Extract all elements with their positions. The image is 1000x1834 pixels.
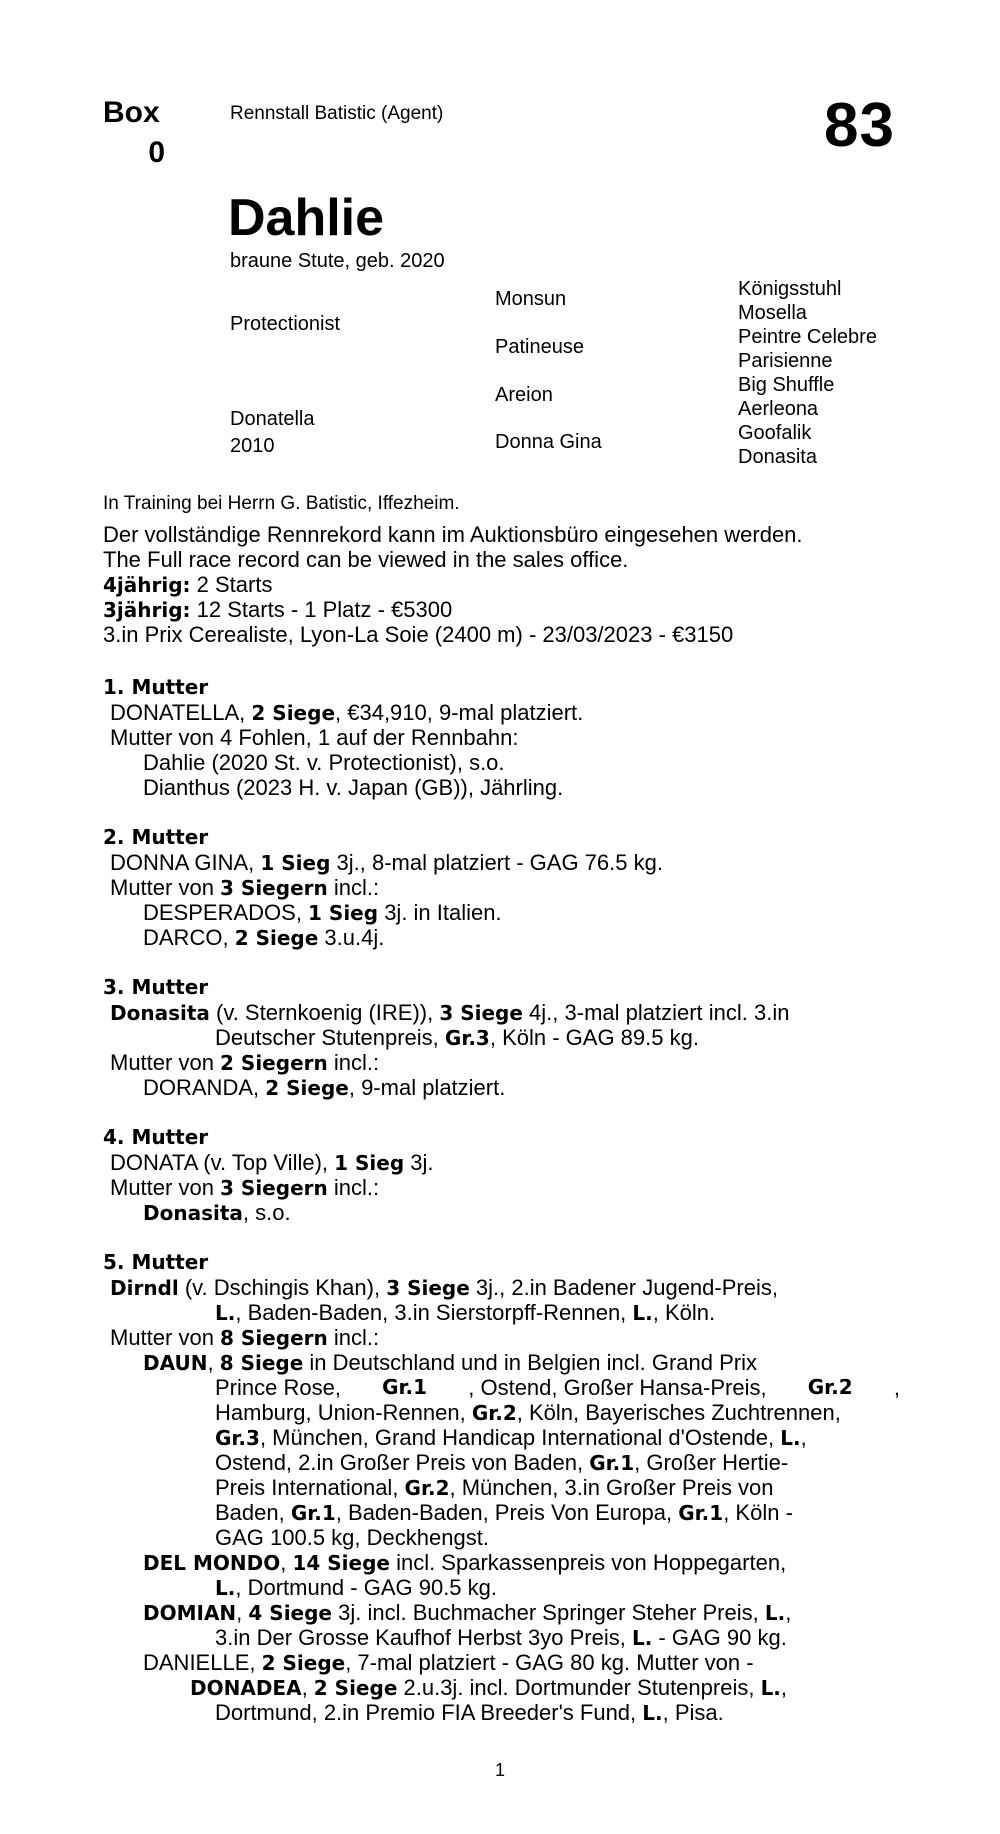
dam-line bbox=[103, 1150, 903, 1175]
listed-badge: L. bbox=[764, 1601, 786, 1625]
wins: 2 Siege bbox=[251, 701, 336, 725]
produce-details: 3j. incl. Buchmacher Springer Steher Preis, bbox=[332, 1600, 765, 1625]
produce-item bbox=[103, 1075, 903, 1100]
produce-cont bbox=[103, 1625, 903, 1650]
section-heading: 5. Mutter bbox=[103, 1250, 209, 1274]
listed-badge: L. bbox=[215, 1576, 236, 1600]
listed-badge: L. bbox=[780, 1426, 801, 1450]
race-details: , Köln. bbox=[652, 1300, 716, 1325]
grandparent: Aerleona bbox=[738, 398, 819, 420]
wins: 4 Siege bbox=[248, 1601, 332, 1625]
produce-post: incl.: bbox=[327, 1325, 380, 1350]
race-text: , Köln - bbox=[723, 1500, 793, 1525]
dam-line-cont bbox=[103, 1025, 903, 1050]
produce-name: DANIELLE, bbox=[143, 1650, 262, 1675]
lot-number: 83 bbox=[824, 91, 895, 160]
age4-label: 4jährig: bbox=[103, 573, 191, 597]
wins: 2 Siege bbox=[265, 1076, 349, 1100]
record-age3 bbox=[103, 597, 903, 622]
race-text: , bbox=[893, 1375, 900, 1400]
produce-pre: Mutter von bbox=[110, 1050, 221, 1075]
pedigree-sire-sire: Monsun bbox=[495, 288, 567, 310]
dam-name: DONNA GINA, bbox=[110, 850, 261, 875]
dam-section-2 bbox=[103, 825, 903, 950]
record-note-de: Der vollständige Rennrekord kann im Auktionsbüro eingesehen werden. bbox=[103, 522, 803, 547]
box-label: Box bbox=[103, 96, 160, 129]
section-heading: 2. Mutter bbox=[103, 825, 209, 849]
dam-details: 3j., 2.in Badener Jugend-Preis, bbox=[469, 1275, 778, 1300]
grade-badge: Gr.2 bbox=[807, 1375, 853, 1399]
winners-count: 3 Siegern bbox=[220, 876, 328, 900]
produce-intro bbox=[103, 1050, 903, 1075]
dam-details: , €34,910, 9-mal platziert. bbox=[335, 700, 584, 725]
produce-cont bbox=[103, 1500, 903, 1525]
pedigree-dam-sire: Areion bbox=[495, 384, 553, 406]
race-text: , Pisa. bbox=[662, 1700, 724, 1725]
record-placing: 3.in Prix Cerealiste, Lyon-La Soie (2400 m) - 23/03/2023 - €3150 bbox=[103, 622, 734, 647]
produce-intro bbox=[103, 875, 903, 900]
produce-name: DARCO, bbox=[143, 925, 235, 950]
race-text: Baden, bbox=[215, 1500, 291, 1525]
race-record bbox=[103, 522, 903, 647]
produce-item-del-mondo: DEL MONDO, 14 Siege incl. Sparkassenpreis von Hoppegarten, bbox=[143, 1550, 787, 1575]
section-heading: 3. Mutter bbox=[103, 975, 209, 999]
dam-line bbox=[103, 850, 903, 875]
race-text: , München, 3.in Großer Preis von bbox=[449, 1475, 774, 1500]
dam-line bbox=[103, 1000, 903, 1025]
produce-intro bbox=[103, 1325, 903, 1350]
race-text: , München, Grand Handicap International d'Ostende, bbox=[259, 1425, 781, 1450]
produce-cont bbox=[103, 1575, 903, 1600]
winners-count: 2 Siegern bbox=[220, 1051, 328, 1075]
produce-name: Donasita bbox=[143, 1201, 243, 1225]
grade-badge: Gr.2 bbox=[404, 1476, 450, 1500]
grade-badge: Gr.3 bbox=[444, 1026, 490, 1050]
produce-cont bbox=[103, 1425, 903, 1450]
produce-cont bbox=[103, 1450, 903, 1475]
pedigree-dam-dam: Donna Gina bbox=[495, 431, 602, 453]
listed-badge: L. bbox=[760, 1676, 781, 1700]
listed-badge: L. bbox=[642, 1701, 663, 1725]
race-text: , Ostend, Großer Hansa-Preis, bbox=[468, 1375, 767, 1400]
grade-badge: Gr.1 bbox=[382, 1375, 428, 1399]
horse-description: braune Stute, geb. 2020 bbox=[230, 250, 445, 272]
produce-cont bbox=[103, 1475, 903, 1500]
produce-name: DAUN bbox=[143, 1351, 208, 1375]
wins: 2 Siege bbox=[313, 1676, 398, 1700]
race-text: , Großer Hertie- bbox=[634, 1450, 789, 1475]
produce-cont: GAG 100.5 kg, Deckhengst. bbox=[215, 1525, 489, 1550]
dam-sire: (v. Dschingis Khan), bbox=[178, 1275, 387, 1300]
produce-details: 3j. in Italien. bbox=[378, 900, 502, 925]
box-number: 0 bbox=[148, 136, 165, 169]
produce-post: incl.: bbox=[327, 1050, 380, 1075]
race-text: Ostend, 2.in Großer Preis von Baden, bbox=[215, 1450, 590, 1475]
page-number: 1 bbox=[495, 1760, 506, 1780]
race-text: , Baden-Baden, Preis Von Europa, bbox=[335, 1500, 679, 1525]
pedigree-grandparents bbox=[738, 277, 877, 469]
race-text: , bbox=[800, 1425, 807, 1450]
grandparent: Königsstuhl bbox=[738, 278, 842, 300]
race-details: , Köln - GAG 89.5 kg. bbox=[489, 1025, 699, 1050]
section-heading: 1. Mutter bbox=[103, 675, 209, 699]
race-text: - GAG 90 kg. bbox=[652, 1625, 787, 1650]
record-note-en: The Full race record can be viewed in the sales office. bbox=[103, 547, 629, 572]
produce-name: DESPERADOS, bbox=[143, 900, 309, 925]
produce-details: , 7-mal platziert - GAG 80 kg. Mutter von - bbox=[345, 1650, 754, 1675]
race-details: , Baden-Baden, 3.in Sierstorpff-Rennen, bbox=[235, 1300, 633, 1325]
age4-value: 2 Starts bbox=[190, 572, 273, 597]
produce-details: 2.u.3j. incl. Dortmunder Stutenpreis, bbox=[397, 1675, 761, 1700]
race-text: Prince Rose, bbox=[215, 1375, 341, 1400]
dam-section-3 bbox=[103, 975, 903, 1100]
age3-value: 12 Starts - 1 Platz - €5300 bbox=[190, 597, 453, 622]
dam-section-4 bbox=[103, 1125, 903, 1225]
produce-name: DORANDA, bbox=[143, 1075, 266, 1100]
produce-pre: Mutter von bbox=[110, 1175, 221, 1200]
wins: 14 Siege bbox=[292, 1551, 390, 1575]
dam-details: 3j. bbox=[404, 1150, 434, 1175]
race-text: Hamburg, Union-Rennen, bbox=[215, 1400, 472, 1425]
race-text: , Dortmund - GAG 90.5 kg. bbox=[235, 1575, 498, 1600]
training-info: In Training bei Herrn G. Batistic, Iffezheim. bbox=[103, 493, 460, 514]
dam-line-cont bbox=[103, 1300, 903, 1325]
dam-line bbox=[103, 1275, 903, 1300]
produce-cont bbox=[103, 1700, 903, 1725]
grade-badge: Gr.1 bbox=[678, 1501, 724, 1525]
wins: 3 Siege bbox=[386, 1276, 470, 1300]
produce-name: DEL MONDO bbox=[143, 1551, 281, 1575]
produce-post: incl.: bbox=[327, 1175, 380, 1200]
listed-badge: L. bbox=[632, 1301, 653, 1325]
horse-name: Dahlie bbox=[228, 189, 385, 247]
produce-pre: Mutter von bbox=[110, 875, 221, 900]
produce-cont bbox=[103, 1400, 903, 1425]
produce-intro: Mutter von 4 Fohlen, 1 auf der Rennbahn: bbox=[110, 725, 519, 750]
dam-line bbox=[103, 700, 903, 725]
winners-count: 8 Siegern bbox=[220, 1326, 328, 1350]
section-heading: 4. Mutter bbox=[103, 1125, 209, 1149]
race-text: Dortmund, 2.in Premio FIA Breeder's Fund, bbox=[215, 1700, 643, 1725]
listed-badge: L. bbox=[631, 1626, 653, 1650]
grandparent: Parisienne bbox=[738, 350, 833, 372]
race-text: Preis International, bbox=[215, 1475, 405, 1500]
produce-item: Dahlie (2020 St. v. Protectionist), s.o. bbox=[143, 750, 505, 775]
grade-badge: Gr.3 bbox=[215, 1426, 260, 1450]
dam-name: DONATA (v. Top Ville), bbox=[110, 1150, 335, 1175]
listed-badge: L. bbox=[215, 1301, 236, 1325]
produce-item bbox=[103, 925, 903, 950]
consignor: Rennstall Batistic (Agent) bbox=[230, 103, 444, 124]
produce-intro bbox=[103, 1175, 903, 1200]
dam-name: Dirndl bbox=[110, 1276, 179, 1300]
wins: 2 Siege bbox=[234, 926, 319, 950]
age3-label: 3jährig: bbox=[103, 598, 191, 622]
wins: 1 Sieg bbox=[260, 851, 331, 875]
grandparent: Goofalik bbox=[738, 422, 812, 444]
grandparent: Donasita bbox=[738, 446, 817, 468]
record-age4 bbox=[103, 572, 903, 597]
dam-section-5 bbox=[103, 1250, 903, 1725]
produce-name: DONADEA bbox=[190, 1676, 302, 1700]
produce-item-domian: DOMIAN, 4 Siege 3j. incl. Buchmacher Springer Steher Preis, L., bbox=[143, 1600, 792, 1625]
produce-details: in Deutschland und in Belgien incl. Grand Prix bbox=[303, 1350, 757, 1375]
pedigree-sire-dam: Patineuse bbox=[495, 336, 584, 358]
race-name: Deutscher Stutenpreis, bbox=[215, 1025, 445, 1050]
wins: 2 Siege bbox=[261, 1651, 346, 1675]
dam-details: 3j., 8-mal platziert - GAG 76.5 kg. bbox=[330, 850, 663, 875]
wins: 1 Sieg bbox=[308, 901, 379, 925]
pedigree-sire: Protectionist bbox=[230, 313, 341, 335]
produce-item bbox=[103, 900, 903, 925]
dam-details: 4j., 3-mal platziert incl. 3.in bbox=[522, 1000, 790, 1025]
race-text: , bbox=[785, 1600, 792, 1625]
race-text: , Köln, Bayerisches Zuchtrennen, bbox=[516, 1400, 841, 1425]
produce-cont bbox=[103, 1375, 903, 1400]
wins: 1 Sieg bbox=[334, 1151, 405, 1175]
dam-name: DONATELLA, bbox=[110, 700, 252, 725]
produce-pre: Mutter von bbox=[110, 1325, 221, 1350]
winners-count: 3 Siegern bbox=[220, 1176, 328, 1200]
race-text: 3.in Der Grosse Kaufhof Herbst 3yo Preis, bbox=[215, 1625, 632, 1650]
produce-post: incl.: bbox=[327, 875, 380, 900]
pedigree-dam: Donatella bbox=[230, 408, 315, 430]
dam-sire: (v. Sternkoenig (IRE)), bbox=[209, 1000, 440, 1025]
produce-details: 3.u.4j. bbox=[318, 925, 385, 950]
grandparent: Big Shuffle bbox=[738, 374, 835, 396]
grade-badge: Gr.2 bbox=[471, 1401, 517, 1425]
produce-item-donadea: DONADEA, 2 Siege 2.u.3j. incl. Dortmunder Stutenpreis, L., bbox=[190, 1675, 788, 1700]
grade-badge: Gr.1 bbox=[290, 1501, 336, 1525]
produce-item-daun: DAUN, 8 Siege in Deutschland und in Belgien incl. Grand Prix bbox=[143, 1350, 757, 1375]
dam-name: Donasita bbox=[110, 1001, 210, 1025]
produce-details: , s.o. bbox=[242, 1200, 291, 1225]
produce-item-danielle bbox=[103, 1650, 903, 1675]
pedigree-dam-year: 2010 bbox=[230, 435, 275, 457]
wins: 3 Siege bbox=[439, 1001, 523, 1025]
produce-details: incl. Sparkassenpreis von Hoppegarten, bbox=[389, 1550, 787, 1575]
produce-item bbox=[103, 1200, 903, 1225]
race-text: , bbox=[780, 1675, 788, 1700]
grandparent: Peintre Celebre bbox=[738, 326, 877, 348]
grade-badge: Gr.1 bbox=[589, 1451, 635, 1475]
produce-item: Dianthus (2023 H. v. Japan (GB)), Jährling. bbox=[143, 775, 564, 800]
wins: 8 Siege bbox=[219, 1351, 304, 1375]
produce-details: , 9-mal platziert. bbox=[348, 1075, 506, 1100]
produce-name: DOMIAN bbox=[143, 1601, 237, 1625]
dam-section-1 bbox=[103, 675, 903, 800]
grandparent: Mosella bbox=[738, 302, 807, 324]
